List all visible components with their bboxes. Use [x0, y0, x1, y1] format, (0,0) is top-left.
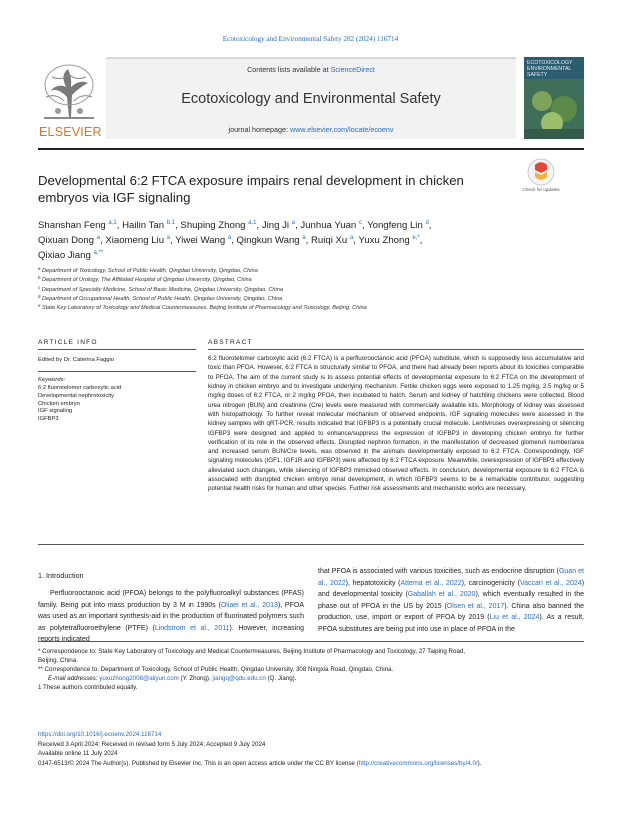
author[interactable]: Shanshan Feng $^{a,1}$, — [38, 220, 123, 231]
masthead — [38, 57, 584, 147]
email-line: E-mail addresses: yuxuzhong2008@aliyun.com (Y. Zhong), jiangq@qdu.edu.cn (Q. Jiang). — [48, 675, 297, 682]
online-date: Available online 11 July 2024 — [38, 750, 118, 758]
equal-contribution-note: 1 These authors contributed equally. — [38, 684, 138, 691]
received-dates: Received 3 April 2024; Received in revised form 5 July 2024; Accepted 9 July 2024 — [38, 740, 266, 748]
citation-link[interactable]: Lindstrom et al., 2011 — [154, 624, 230, 632]
correspondence-note: ** Correspondence to: Department of Toxicology, School of Public Health, Qingdao University, 308 Ningxia Road, Qingdao, China. — [38, 666, 394, 673]
citation-link[interactable]: Liu et al., 2024 — [489, 614, 540, 621]
license-link[interactable]: http://creativecommons.org/licenses/by/4.0/ — [358, 759, 478, 767]
citation-link[interactable]: Oliaei et al., 2013 — [220, 601, 278, 609]
citation-link[interactable]: Vaccari et al., 2024 — [519, 579, 582, 587]
check-for-updates-label[interactable]: Check for updates — [522, 187, 560, 192]
citation-link[interactable]: Olsen et al., 2017 — [446, 602, 505, 610]
journal-reference[interactable]: Ecotoxicology and Environmental Safety 282 (2024) 116714 — [222, 35, 399, 43]
contents-prefix: Contents lists available at — [247, 65, 331, 74]
correspondence-note-cont: Beijing, China. — [38, 657, 78, 664]
affiliations — [38, 267, 578, 313]
contents-line — [106, 65, 516, 74]
author[interactable]: Yongfeng Lin $^d$, — [367, 220, 432, 231]
keyword: IGFBP3 — [38, 416, 59, 423]
keyword: 6:2 fluorotelomer carboxylic acid — [38, 385, 122, 391]
intro-left-column: Perfluorooctanoic acid (PFOA) belongs to the polyfluoroalkyl substances (PFAS) family. Being put into mass production by 3 M in 1990s (Oliaei et al., 2013), PFOA was used as an important synthesis-aid in the production of fluorinated polymers such as polytetrafluoroethylene (PTFE) (Lindstrom et al., 2011). However, increasing reports indicated — [38, 590, 304, 643]
cover-title: ECOTOXICOLOGY ENVIRONMENTAL SAFETY — [527, 60, 573, 78]
header-rule — [38, 148, 584, 150]
keyword: Chicken embryo — [38, 400, 80, 407]
publisher-wordmark: ELSEVIER — [39, 125, 102, 139]
keywords-rule — [38, 371, 196, 372]
email-link[interactable]: yuxuzhong2008@aliyun.com — [99, 675, 179, 682]
edited-by: Edited by Dr. Caterina Faggio — [38, 357, 115, 363]
publication-info — [38, 730, 584, 768]
article-info-heading: ARTICLE INFO — [38, 339, 98, 346]
author[interactable]: Yiwei Wang $^a$, — [175, 235, 237, 246]
citation-link[interactable]: Gaballah et al., 2020 — [407, 591, 476, 598]
footnote-rule — [38, 641, 584, 642]
keyword: IGF signaling — [38, 408, 73, 415]
journal-header-box — [106, 57, 516, 139]
introduction-heading: 1. Introduction — [38, 571, 84, 580]
homepage-prefix: journal homepage: — [228, 125, 291, 134]
author[interactable]: Junhua Yuan $^c$, — [300, 220, 368, 231]
author[interactable]: Xiaomeng Liu $^a$, — [105, 235, 176, 246]
author[interactable]: Qingkun Wang $^a$, — [236, 235, 311, 246]
affiliation: $^a$ Department of Toxicology, School of Public Health, Qingdao University, Qingdao, China — [38, 266, 258, 274]
author[interactable]: Shuping Zhong $^{a,1}$, — [180, 220, 262, 231]
sciencedirect-link[interactable]: ScienceDirect — [330, 65, 375, 74]
abstract-rule — [208, 349, 584, 350]
journal-homepage-link[interactable]: www.elsevier.com/locate/ecoenv — [290, 125, 394, 134]
correspondence-note: * Correspondence to: State Key Laboratory of Toxicology and Medical Countermeasures, Beijing Institute of Pharmacology and Toxicology, 27 Taiping Road, — [38, 648, 466, 655]
affiliation: $^e$ State Key Laboratory of Toxicology and Medical Countermeasures, Beijing Institute of Pharmacology and Toxicology, Beijing, China — [38, 303, 367, 312]
homepage-line — [106, 125, 516, 134]
check-for-updates-icon[interactable] — [526, 157, 556, 187]
author[interactable]: Yuxu Zhong $^{e,*}$, — [358, 235, 423, 246]
footnotes — [38, 647, 584, 692]
license-line: 0147-6513/© 2024 The Author(s). Published by Elsevier Inc. This is an open access article under the CC BY license (http://creativecommons.org/licenses/by/4.0/). — [38, 759, 482, 767]
abstract-bottom-rule — [38, 544, 584, 545]
affiliation: $^d$ Department of Occupational Health, School of Public Health, Qingdao University, Qingdao, China — [38, 293, 283, 302]
article-info-rule — [38, 349, 196, 350]
affiliation: $^b$ Department of Urology, The Affiliated Hospital of Qingdao University, Qingdao, China — [38, 275, 252, 284]
cover-image — [524, 79, 584, 139]
journal-title: Ecotoxicology and Environmental Safety — [181, 91, 441, 107]
author[interactable]: Jing Ji $^a$, — [261, 220, 301, 231]
citation-link[interactable]: Attema et al., 2022 — [400, 579, 462, 587]
keywords-heading: Keywords: — [38, 377, 66, 383]
author[interactable]: Qixiao Jiang $^{a,**}$ — [38, 250, 104, 261]
article-title: Developmental 6:2 FTCA exposure impairs renal development in chicken embryos via IGF signaling — [38, 173, 464, 205]
affiliation: $^c$ Department of Specialty Medicine, School of Basic Medicine, Qingdao University, Qingdao, China — [38, 284, 283, 293]
author-list — [38, 218, 558, 263]
email-link[interactable]: jiangq@qdu.edu.cn — [212, 675, 266, 682]
doi-link[interactable]: https://doi.org/10.1016/j.ecoenv.2024.116714 — [38, 731, 162, 738]
author[interactable]: Ruiqi Xu $^a$, — [311, 235, 359, 246]
keyword-list — [38, 385, 121, 424]
keyword: Developmental nephrotoxicity — [38, 392, 115, 399]
intro-right-column: that PFOA is associated with various toxicities, such as endocrine disruption (Guan et al., 2022), hepatotoxicity (Attema et al., 2022), carcinogenicity (Vaccari et al., 2024) and developmental toxicity (Gaballah et al., 2020), which eventually resulted in the phase out of PFOA in the US by 2015 (Olsen et al., 2017). China also banned the production, use, import or export of PFOA by 2019 (Liu et al., 2024). As a result, PFOA substitutes are being put into use in place of PFOA in the — [318, 568, 585, 633]
journal-cover-thumbnail[interactable] — [524, 57, 584, 139]
abstract-heading: ABSTRACT — [208, 339, 253, 346]
author[interactable]: Qixuan Dong $^a$, — [38, 235, 106, 246]
author[interactable]: Hailin Tan $^{b,1}$, — [122, 220, 181, 231]
citation-link[interactable]: Guan et al., 2022 — [318, 568, 584, 587]
abstract-text: 6:2 fluorotelomer carboxylic acid (6:2 FTCA) is a perfluorooctanoic acid (PFOA) substitute, which is supposedly less accumulative and toxic than PFOA. However, 6:2 FTCA is structurally similar to PFOA, and there had already been reports about its toxicities comparable to PFOA. The aim of the current study is to assess potential effects of developmental exposure to 6:2 FTCA on the development of kidney in chicken embryo and to investigate underlying mechanism. Fertile chicken eggs were exposed to 1.25 mg/kg, 2.5 mg/kg or 5 mg/kg doses of 6:2 FTCA, or 2 mg/kg PFOA, then incubated to hatch. Serum and kidney of hatchling chickens were collected. Blood urea nitrogen (BUN) and creatinine (Cre) levels were measured with commercially available kits. Morphology of kidney was assessed with histopathology. To further reveal molecular mechanism of observed endpoints, IGF signaling molecules were assessed in the kidney samples with qRT-PCR, results indicated that IGFBP3 is a potentially crucial molecule. Lentiviruses overexpressing or silencing IGFBP3 were designed and applied to enhance/suppress the expression of IGFBP3 in developing chicken embryo for further verification of its role in the observed effects. Disrupted nephron formation, in the manifestation of decreased glomeruli number/area and increased serum BUN/Cre levels, was observed in the animals developmentally exposed to 6:2 FTCA. Correspondingly, IGF signaling molecules (IGF1, IGF1R and IGFBP3) were affected by 6:2 FTCA exposure. Meanwhile, overexpression of IGFBP3 effectively alleviated such changes, while silencing of IGFBP3 mimicked observed effects. In conclusion, developmental exposure to 6:2 FTCA is associated with disrupted chicken embryo renal development, in which IGFBP3 seems to be a remarkable contributor, suggesting potential health risks for human and other species. Further risk assessments and mechanistic works are necessary. — [208, 355, 584, 493]
